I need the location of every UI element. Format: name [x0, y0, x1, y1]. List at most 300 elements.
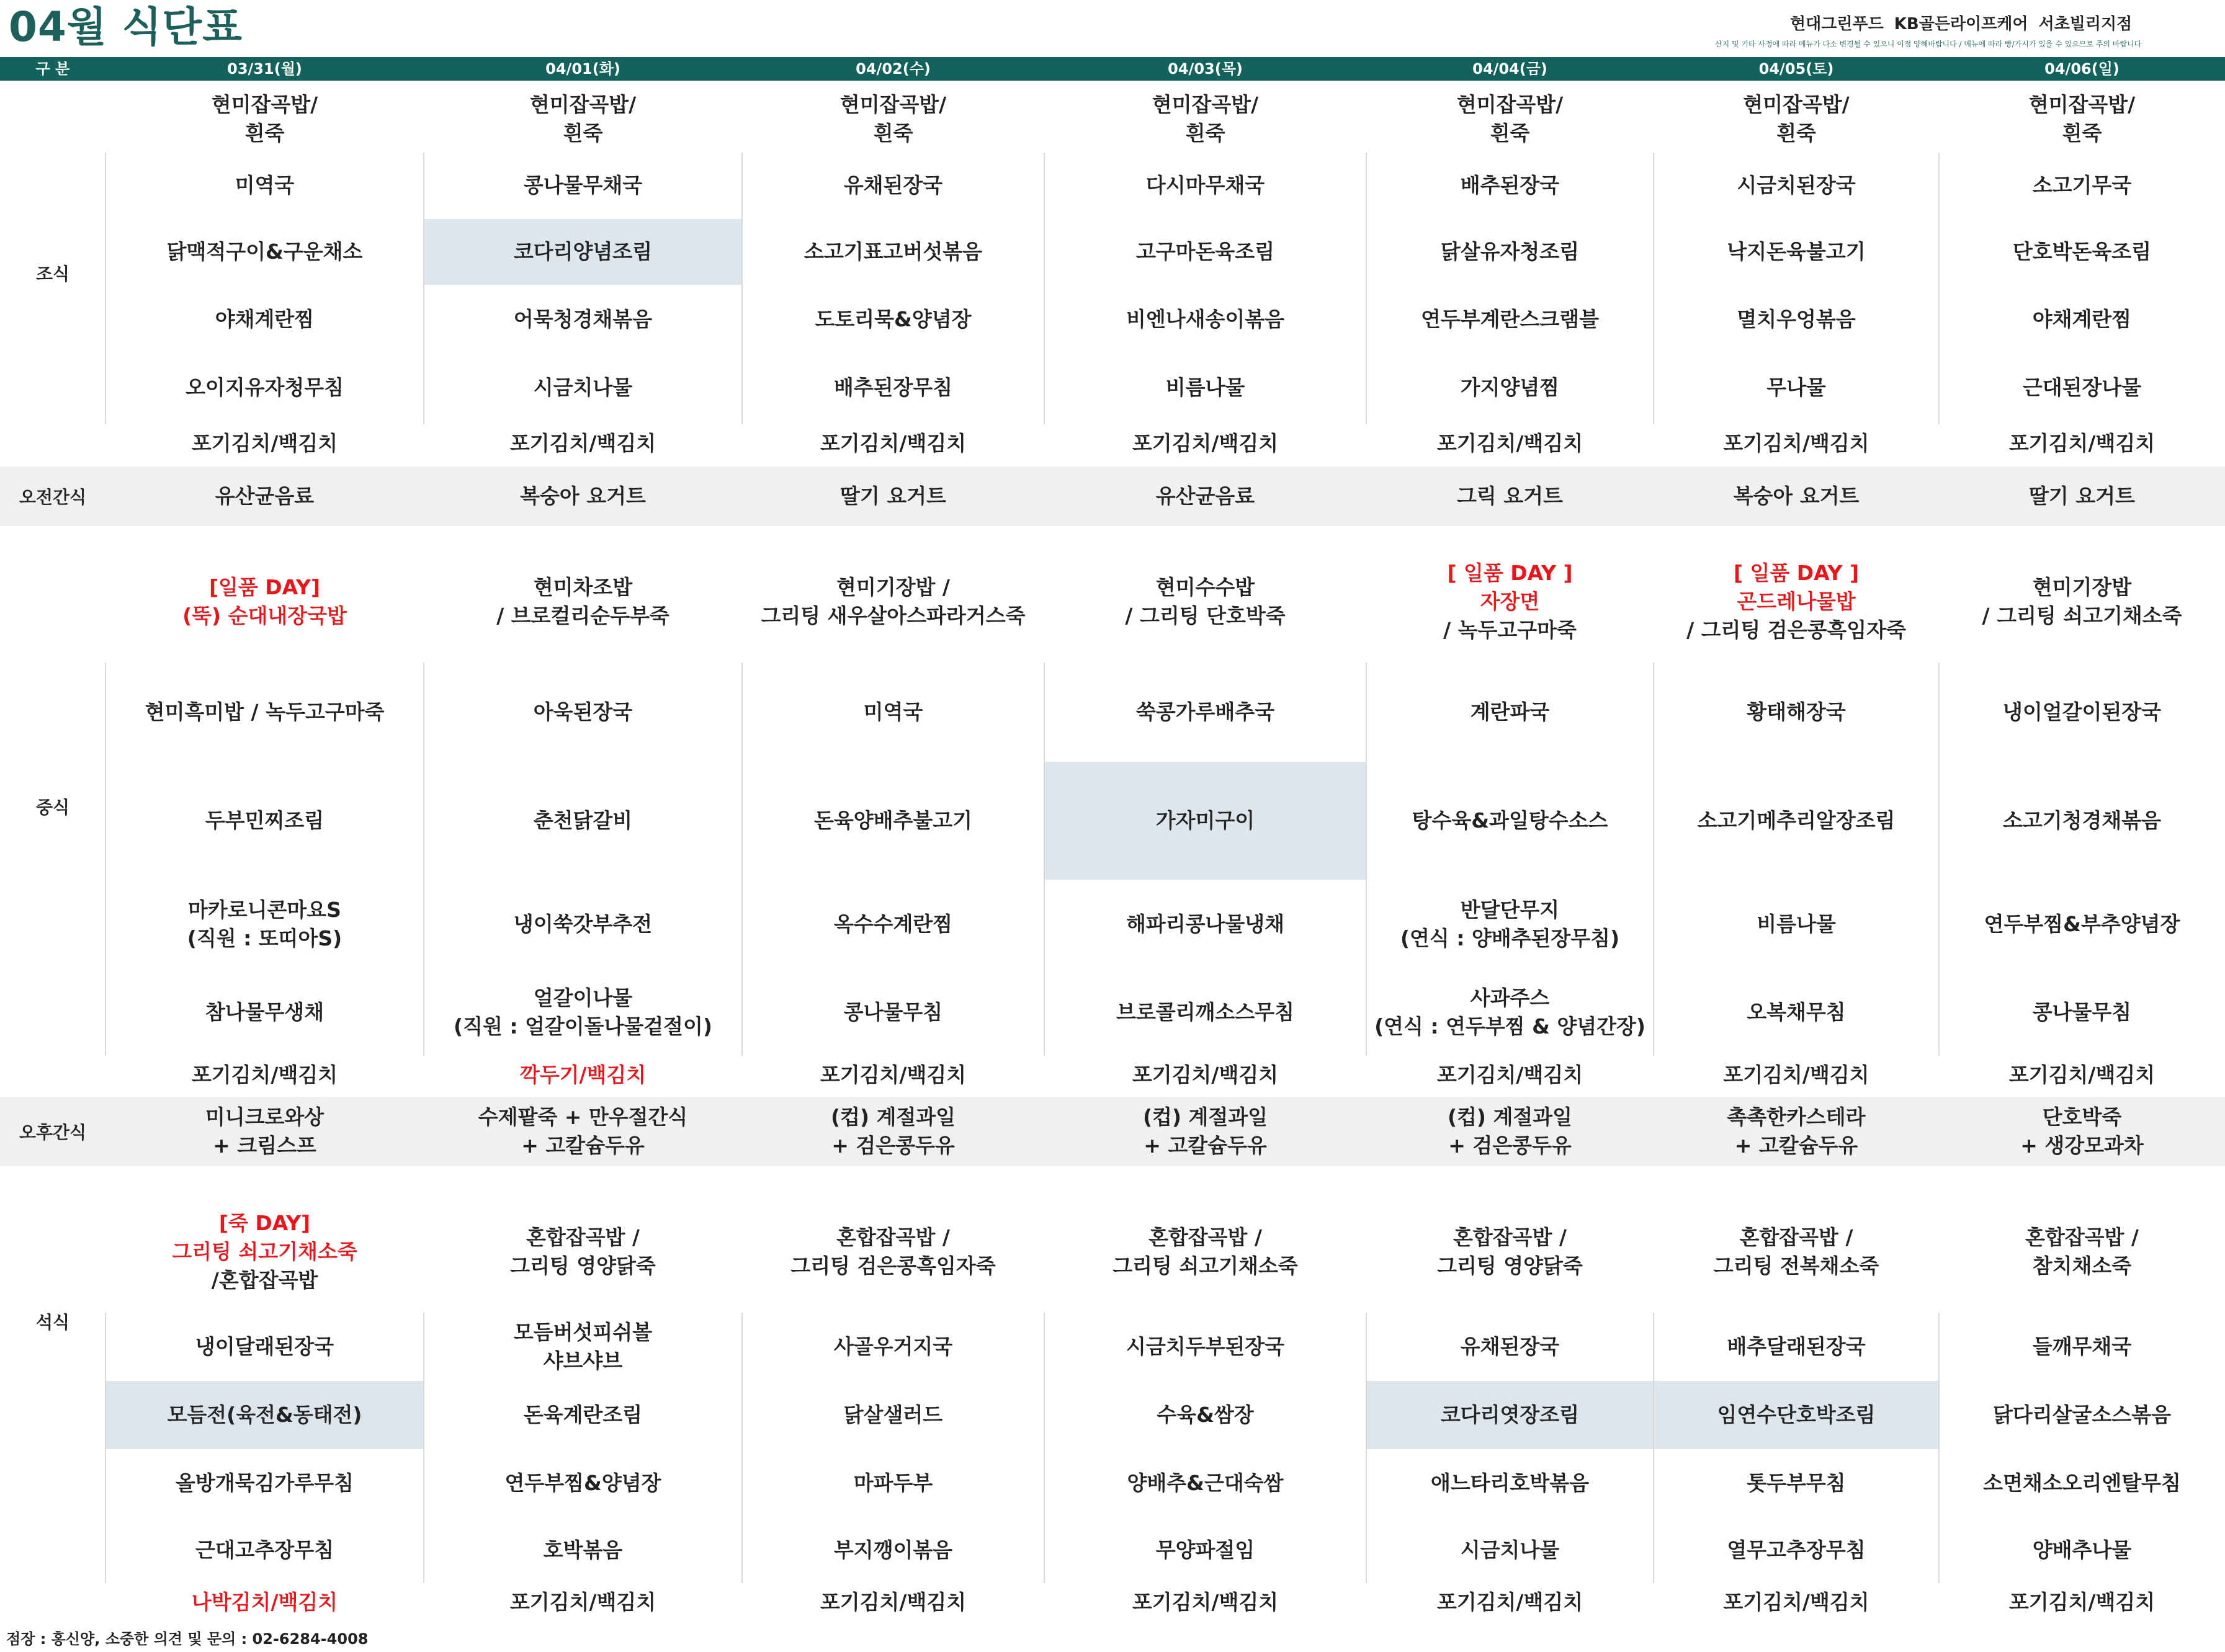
cell-line: 근대고추장무침 [195, 1538, 334, 1562]
cell-line: 임연수단호박조림 [1717, 1403, 1876, 1427]
cell-line: 수제팥죽 + 만우절간식 [478, 1105, 688, 1129]
cell-line: 모듬전(육전&동태전) [167, 1403, 362, 1427]
cell-line: 흰죽 [1776, 121, 1816, 145]
menu-cell [424, 881, 742, 968]
cell-line: 낙지돈육불고기 [1727, 239, 1866, 264]
menu-cell [1939, 354, 2225, 422]
cell-line: 포기김치/백김치 [1132, 1590, 1279, 1614]
cell-line: 계란파국 [1470, 700, 1550, 724]
menu-cell [742, 354, 1044, 422]
menu-cell [1366, 153, 1654, 218]
header-day: 04/04(금) [1472, 60, 1547, 78]
cell-line: 포기김치/백김치 [1723, 1590, 1869, 1614]
cell-line: [ 일품 DAY ] [1447, 561, 1573, 585]
cell-line: 복숭아 요거트 [1733, 484, 1860, 508]
cell-line: 흰죽 [244, 121, 285, 145]
header-day: 03/31(월) [227, 60, 302, 78]
menu-cell [1939, 1381, 2225, 1449]
cell-line: 어묵청경채볶음 [513, 307, 653, 331]
menu-cell [424, 543, 742, 661]
cell-line: 냉이달래된장국 [195, 1334, 334, 1359]
cell-line: (컵) 계절과일 [1142, 1105, 1268, 1129]
cell-line: 나박김치/백김치 [191, 1590, 338, 1614]
cell-line: 포기김치/백김치 [1436, 431, 1583, 455]
menu-cell [1654, 1449, 1939, 1517]
menu-cell [105, 663, 424, 762]
menu-cell [1939, 881, 2225, 968]
cell-line: 무양파절임 [1155, 1538, 1255, 1562]
menu-cell [742, 1583, 1044, 1622]
cell-line: (뚝) 순대내장국밥 [182, 604, 347, 628]
cell-line: 얼갈이나물 [533, 986, 633, 1010]
menu-cell [105, 881, 424, 968]
menu-cell [424, 1449, 742, 1517]
cell-line: 브로콜리깨소스무침 [1116, 1000, 1294, 1024]
cell-line: 콩나물무침 [843, 1000, 943, 1024]
snack-cell [1654, 467, 1939, 526]
cell-line: 단호박죽 [2042, 1105, 2122, 1129]
cell-line: 현미잡곡밥/ [1456, 92, 1564, 117]
cell-line: + 생강모과차 [2020, 1133, 2144, 1158]
meal-label-dinner: 석식 [35, 1312, 70, 1333]
cell-line: 닭맥적구이&구운채소 [166, 239, 363, 264]
cell-line: 양배추나물 [2032, 1538, 2132, 1562]
menu-cell [1044, 881, 1366, 968]
cell-line: 흰죽 [873, 121, 913, 145]
cell-line: 유채된장국 [843, 173, 943, 197]
cell-line: 춘천닭갈비 [533, 808, 633, 833]
menu-cell [105, 424, 424, 463]
cell-line: 딸기 요거트 [840, 484, 946, 508]
header-day: 04/05(토) [1758, 60, 1834, 78]
menu-cell [1366, 1056, 1654, 1094]
menu-cell [1654, 1313, 1939, 1381]
meal-label-morning-snack: 오전간식 [19, 487, 87, 507]
cell-line: 그릭 요거트 [1457, 484, 1563, 508]
menu-cell [424, 153, 742, 218]
snack-cell [105, 467, 424, 526]
menu-cell [424, 1517, 742, 1583]
menu-cell [1366, 1583, 1654, 1622]
cell-line: 부지깽이볶음 [833, 1538, 953, 1562]
cell-line: (연식 : 양배추된장무침) [1400, 926, 1620, 950]
cell-line: 그리팅 검은콩흑임자죽 [790, 1254, 996, 1278]
menu-cell [1044, 354, 1366, 422]
cell-line: + 검은콩두유 [1448, 1133, 1572, 1158]
cell-line: (직원 : 얼갈이돌나물겉절이) [454, 1014, 712, 1038]
menu-cell [1654, 153, 1939, 218]
cell-line: 그리팅 전복채소죽 [1713, 1254, 1879, 1278]
menu-cell [105, 1583, 424, 1622]
menu-cell [1044, 969, 1366, 1056]
cell-line: 샤브샤브 [543, 1349, 623, 1373]
page-title: 04월 식단표 [9, 3, 243, 51]
snack-cell [1939, 467, 2225, 526]
cell-line: 미니크로와상 [205, 1105, 325, 1129]
snack-cell [742, 467, 1044, 526]
cell-line: 현미잡곡밥/ [529, 92, 637, 117]
menu-cell [1366, 1381, 1654, 1449]
header-day: 04/02(수) [856, 60, 931, 78]
menu-cell [1044, 663, 1366, 762]
cell-line: 양배추&근대숙쌈 [1127, 1471, 1284, 1495]
menu-cell [1654, 969, 1939, 1056]
cell-line: 포기김치/백김치 [820, 431, 967, 455]
cell-line: 현미기장밥 [2032, 575, 2132, 599]
menu-cell [424, 424, 742, 463]
cell-line: 소고기메추리알장조림 [1697, 808, 1896, 833]
menu-cell [1044, 1313, 1366, 1381]
menu-cell [1044, 285, 1366, 354]
menu-cell [1044, 1583, 1366, 1622]
cell-line: 연두부계란스크램블 [1421, 307, 1599, 331]
menu-cell [105, 87, 424, 151]
menu-cell [1654, 1517, 1939, 1583]
menu-cell [1044, 219, 1366, 285]
menu-cell [1366, 543, 1654, 661]
cell-line: 고구마돈육조림 [1135, 239, 1275, 264]
menu-cell [1044, 543, 1366, 661]
cell-line: 단호박돈육조림 [2012, 239, 2152, 264]
menu-cell [1044, 87, 1366, 151]
cell-line: 시금치된장국 [1737, 173, 1856, 197]
menu-cell [1939, 762, 2225, 880]
menu-cell [1366, 1449, 1654, 1517]
cell-line: + 고칼슘두유 [1144, 1133, 1267, 1158]
menu-cell [1654, 354, 1939, 422]
cell-line: (컵) 계절과일 [1447, 1105, 1573, 1129]
menu-cell [1366, 969, 1654, 1056]
cell-line: 톳두부무침 [1747, 1471, 1846, 1495]
menu-cell [1654, 1056, 1939, 1094]
header-day: 04/03(목) [1168, 60, 1243, 78]
cell-line: 포기김치/백김치 [509, 1590, 656, 1614]
cell-line: 시금치나물 [533, 375, 633, 400]
menu-cell [105, 1313, 424, 1381]
cell-line: 아욱된장국 [533, 700, 633, 724]
cell-line: 포기김치/백김치 [1436, 1590, 1583, 1614]
cell-line: 콩나물무채국 [523, 173, 643, 197]
cell-line: 깍두기/백김치 [519, 1063, 647, 1087]
menu-cell [1939, 969, 2225, 1056]
menu-cell [424, 1056, 742, 1094]
menu-cell [742, 1449, 1044, 1517]
cell-line: 호박볶음 [543, 1538, 623, 1562]
menu-cell [1366, 354, 1654, 422]
cell-line: + 고칼슘두유 [1734, 1133, 1858, 1158]
cell-line: 포기김치/백김치 [1723, 1063, 1869, 1087]
meal-label-lunch: 중식 [35, 797, 70, 818]
cell-line: 현미잡곡밥/ [1152, 92, 1259, 117]
menu-cell [1654, 762, 1939, 880]
cell-line: 포기김치/백김치 [2008, 1590, 2156, 1614]
cell-line: 모듬버섯피쉬볼 [513, 1320, 653, 1344]
cell-line: 소면채소오리엔탈무침 [1983, 1471, 2181, 1495]
cell-line: 미역국 [235, 173, 295, 197]
menu-cell [1044, 1381, 1366, 1449]
menu-cell [1939, 153, 2225, 218]
cell-line: 포기김치/백김치 [1436, 1063, 1583, 1087]
cell-line: 포기김치/백김치 [1723, 431, 1869, 455]
cell-line: 현미차조밥 [533, 575, 633, 599]
menu-cell [742, 663, 1044, 762]
cell-line: 혼합잡곡밥 / [526, 1225, 640, 1249]
footer-contact: 점장 : 홍신양, 소중한 의견 및 문의 : 02-6284-4008 [6, 1630, 369, 1648]
menu-cell [1654, 1583, 1939, 1622]
cell-line: 복숭아 요거트 [520, 484, 646, 508]
menu-cell [742, 87, 1044, 151]
menu-cell [105, 969, 424, 1056]
menu-cell [1044, 1517, 1366, 1583]
cell-line: 현미흑미밥 / 녹두고구마죽 [145, 700, 385, 724]
cell-line: 다시마무채국 [1145, 173, 1265, 197]
cell-line: 가자미구이 [1155, 808, 1255, 833]
menu-cell [1044, 153, 1366, 218]
cell-line: 현미잡곡밥/ [839, 92, 947, 117]
menu-cell [105, 219, 424, 285]
cell-line: 혼합잡곡밥 / [1739, 1225, 1853, 1249]
cell-line: + 고칼슘두유 [521, 1133, 645, 1158]
cell-line: 포기김치/백김치 [820, 1590, 967, 1614]
cell-line: 그리팅 쇠고기채소죽 [172, 1239, 357, 1264]
menu-cell [1654, 1381, 1939, 1449]
cell-line: 올방개묵김가루무침 [176, 1471, 354, 1495]
cell-line: 포기김치/백김치 [2008, 431, 2156, 455]
cell-line: 그리팅 쇠고기채소죽 [1112, 1254, 1298, 1278]
menu-cell [424, 969, 742, 1056]
cell-line: 두부민찌조림 [205, 808, 325, 833]
header-day: 04/01(화) [545, 60, 620, 78]
cell-line: 들깨무채국 [2032, 1334, 2132, 1359]
menu-cell [1366, 219, 1654, 285]
menu-cell [105, 285, 424, 354]
menu-cell [1366, 285, 1654, 354]
menu-cell [742, 1313, 1044, 1381]
menu-cell [105, 543, 424, 661]
menu-cell [742, 219, 1044, 285]
menu-cell [1939, 1517, 2225, 1583]
cell-line: 닭살샐러드 [843, 1403, 943, 1427]
menu-cell [1654, 424, 1939, 463]
cell-line: 포기김치/백김치 [1132, 431, 1279, 455]
cell-line: 포기김치/백김치 [191, 431, 338, 455]
menu-cell [1939, 87, 2225, 151]
cell-line: 도토리묵&양념장 [815, 307, 972, 331]
menu-cell [1939, 1056, 2225, 1094]
cell-line: 황태해장국 [1747, 700, 1846, 724]
cell-line: 혼합잡곡밥 / [836, 1225, 950, 1249]
cell-line: 가지양념찜 [1460, 375, 1560, 400]
menu-cell [424, 1381, 742, 1449]
cell-line: 멸치우엉볶음 [1737, 307, 1856, 331]
cell-line: 배추달래된장국 [1727, 1334, 1866, 1359]
menu-cell [1654, 663, 1939, 762]
menu-cell [1044, 424, 1366, 463]
cell-line: 시금치나물 [1460, 1538, 1560, 1562]
cell-line: 딸기 요거트 [2029, 484, 2135, 508]
cell-line: 비름나물 [1757, 912, 1836, 936]
cell-line: 유산균음료 [215, 484, 315, 508]
menu-cell [1366, 424, 1654, 463]
menu-cell [742, 1056, 1044, 1094]
menu-cell [105, 1381, 424, 1449]
brand-line: 현대그린푸드 KB골든라이프케어 서초빌리지점 [1790, 15, 2133, 33]
cell-line: 열무고추장무침 [1727, 1538, 1866, 1562]
cell-line: 흰죽 [1490, 121, 1530, 145]
cell-line: 촉촉한카스테라 [1727, 1105, 1866, 1129]
cell-line: 배추된장국 [1460, 173, 1560, 197]
cell-line: 미역국 [863, 700, 923, 724]
menu-cell [1939, 543, 2225, 661]
cell-line: 포기김치/백김치 [1132, 1063, 1279, 1087]
menu-cell [742, 543, 1044, 661]
cell-line: 유채된장국 [1460, 1334, 1560, 1359]
menu-cell [105, 354, 424, 422]
cell-line: 연두부찜&양념장 [504, 1471, 661, 1495]
menu-cell [424, 285, 742, 354]
menu-cell [424, 219, 742, 285]
cell-line: 혼합잡곡밥 / [1453, 1225, 1567, 1249]
menu-cell [105, 1449, 424, 1517]
cell-line: 소고기표고버섯볶음 [804, 239, 982, 264]
menu-cell [742, 881, 1044, 968]
cell-line: 연두부찜&부추양념장 [1984, 912, 2180, 936]
cell-line: 포기김치/백김치 [820, 1063, 967, 1087]
snack-cell [424, 467, 742, 526]
snack-cell [1366, 1097, 1654, 1166]
cell-line: 소고기무국 [2032, 173, 2132, 197]
menu-cell [1939, 285, 2225, 354]
header-day: 04/06(일) [2044, 60, 2120, 78]
snack-cell [742, 1097, 1044, 1166]
menu-cell [105, 762, 424, 880]
snack-cell [1939, 1097, 2225, 1166]
menu-cell [1366, 1193, 1654, 1311]
cell-line: 포기김치/백김치 [509, 431, 656, 455]
cell-line: 현미잡곡밥/ [2028, 92, 2136, 117]
cell-line: 비엔나새송이볶음 [1126, 307, 1285, 331]
menu-cell [742, 285, 1044, 354]
cell-line: 냉이쑥갓부추전 [513, 912, 653, 936]
menu-cell [742, 969, 1044, 1056]
cell-line: 닭다리살굴소스볶음 [1993, 1403, 2171, 1427]
menu-cell [742, 762, 1044, 880]
menu-cell [742, 424, 1044, 463]
snack-cell [1654, 1097, 1939, 1166]
cell-line: 사과주스 [1470, 986, 1550, 1010]
menu-notice: 산지 및 기타 사정에 따라 메뉴가 다소 변경될 수 있으니 이점 양해바랍니다 / 메뉴에 따라 빵/가시가 있을 수 있으므로 주의 바랍니다 [1715, 40, 2142, 48]
cell-line: 흰죽 [2062, 121, 2102, 145]
snack-cell [1044, 467, 1366, 526]
cell-line: 현미잡곡밥/ [211, 92, 318, 117]
cell-line: /혼합잡곡밥 [211, 1268, 318, 1292]
menu-cell [1654, 1193, 1939, 1311]
cell-line: 해파리콩나물냉채 [1126, 912, 1285, 936]
cell-line: 그리팅 영양닭죽 [510, 1254, 656, 1278]
cell-line: 포기김치/백김치 [2008, 1063, 2156, 1087]
cell-line: / 그리팅 단호박죽 [1125, 604, 1286, 628]
cell-line: 야채계란찜 [2032, 307, 2132, 331]
menu-cell [1366, 1313, 1654, 1381]
cell-line: 시금치두부된장국 [1126, 1334, 1285, 1359]
cell-line: 수육&쌈장 [1157, 1403, 1254, 1427]
cell-line: 사골우거지국 [833, 1334, 953, 1359]
menu-cell [1654, 881, 1939, 968]
cell-line: 흰죽 [1185, 121, 1225, 145]
cell-line: 탕수육&과일탕수소스 [1412, 808, 1608, 833]
menu-cell [1939, 1193, 2225, 1311]
menu-cell [424, 663, 742, 762]
menu-cell [1654, 543, 1939, 661]
menu-cell [1939, 219, 2225, 285]
cell-line: 야채계란찜 [215, 307, 315, 331]
cell-line: 현미수수밥 [1155, 575, 1255, 599]
cell-line: [죽 DAY] [218, 1211, 311, 1235]
menu-cell [1654, 219, 1939, 285]
cell-line: [일품 DAY] [208, 575, 321, 599]
menu-cell [424, 87, 742, 151]
menu-cell [1654, 87, 1939, 151]
cell-line: 근대된장나물 [2022, 375, 2142, 400]
menu-cell [1366, 762, 1654, 880]
cell-line: 옥수수계란찜 [833, 912, 953, 936]
cell-line: 참나물무생채 [205, 1000, 325, 1024]
menu-cell [1939, 1449, 2225, 1517]
cell-line: / 그리팅 쇠고기채소죽 [1982, 604, 2182, 628]
meal-label-afternoon-snack: 오후간식 [19, 1122, 87, 1143]
cell-line: 쑥콩가루배추국 [1135, 700, 1275, 724]
cell-line: 코다리양념조림 [513, 239, 653, 264]
cell-line: / 그리팅 검은콩흑임자죽 [1686, 618, 1906, 642]
cell-line: 현미잡곡밥/ [1743, 92, 1850, 117]
menu-cell [742, 1193, 1044, 1311]
cell-line: 참치채소죽 [2032, 1254, 2132, 1278]
menu-cell [1366, 87, 1654, 151]
menu-cell [1044, 762, 1366, 880]
menu-cell [1939, 1313, 2225, 1381]
cell-line: + 크림스프 [213, 1133, 316, 1158]
menu-cell [105, 1056, 424, 1094]
cell-line: 무나물 [1766, 375, 1826, 400]
cell-line: [ 일품 DAY ] [1733, 561, 1860, 585]
cell-line: 배추된장무침 [833, 375, 953, 400]
menu-cell [1366, 1517, 1654, 1583]
menu-cell [1366, 663, 1654, 762]
menu-cell [1366, 881, 1654, 968]
snack-cell [424, 1097, 742, 1166]
cell-line: (컵) 계절과일 [830, 1105, 956, 1129]
snack-cell [105, 1097, 424, 1166]
cell-line: 혼합잡곡밥 / [1148, 1225, 1262, 1249]
cell-line: 코다리엿장조림 [1440, 1403, 1580, 1427]
menu-cell [1939, 663, 2225, 762]
cell-line: 곤드레나물밥 [1737, 589, 1856, 614]
cell-line: (연식 : 연두부찜 & 양념간장) [1374, 1014, 1645, 1038]
cell-line: 현미기장밥 / [836, 575, 950, 599]
cell-line: 냉이얼갈이된장국 [2002, 700, 2162, 724]
cell-line: 돈육계란조림 [523, 1403, 643, 1427]
cell-line: 닭살유자청조림 [1440, 239, 1580, 264]
cell-line: 유산균음료 [1155, 484, 1255, 508]
menu-cell [1044, 1449, 1366, 1517]
menu-cell [742, 1517, 1044, 1583]
cell-line: (직원 : 또띠아S) [187, 926, 342, 950]
cell-line: 비름나물 [1165, 375, 1245, 400]
cell-line: 포기김치/백김치 [191, 1063, 338, 1087]
menu-cell [1044, 1193, 1366, 1311]
cell-line: 그리팅 영양닭죽 [1437, 1254, 1583, 1278]
meal-label-breakfast: 조식 [35, 264, 70, 284]
